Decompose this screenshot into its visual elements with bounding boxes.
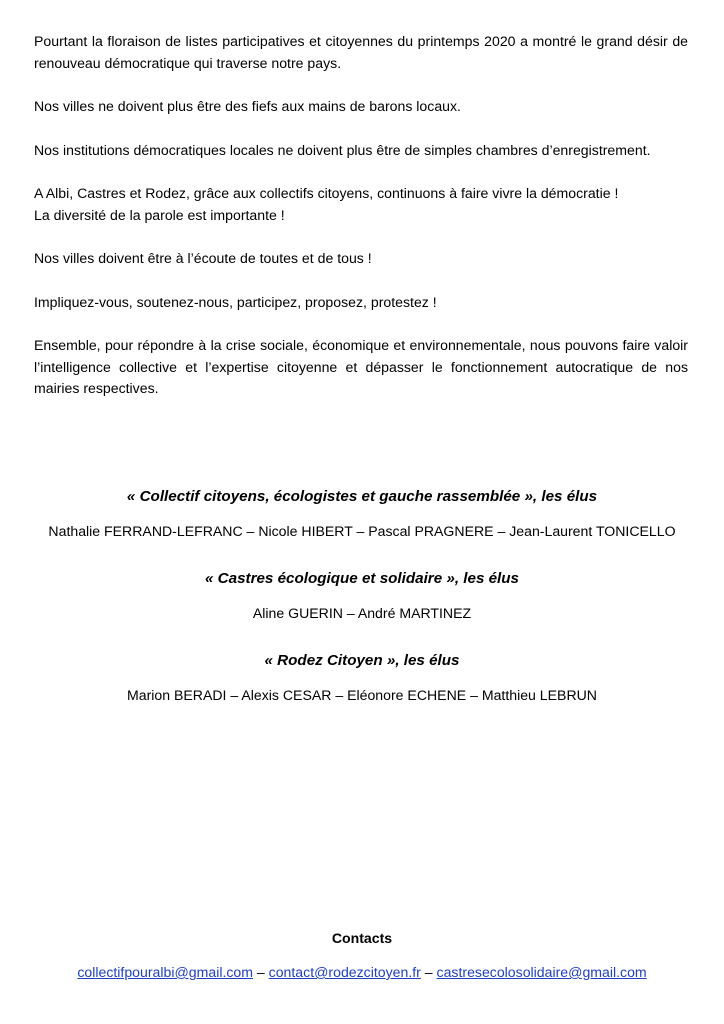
paragraph-impliquez: Impliquez-vous, soutenez-nous, participez, proposez, protestez ! — [34, 293, 437, 310]
paragraph-ecoute: Nos villes doivent être à l’écoute de toutes et de tous ! — [34, 250, 372, 266]
group-collectif-albi — [0, 486, 724, 541]
group-name: « Castres écologique et solidaire » — [204, 570, 455, 587]
paragraph-institutions: Nos institutions démocratiques locales ne doivent plus être de simples chambres d’enregistrement. — [34, 141, 651, 158]
separator: – — [420, 964, 437, 980]
body-text — [34, 31, 688, 400]
paragraph-democratie — [34, 183, 688, 226]
group-title — [0, 486, 724, 508]
contacts-title: Contacts — [331, 930, 393, 946]
group-title — [0, 650, 724, 672]
group-members: Marion BERADI – Alexis CESAR – Eléonore ECHENE – Matthieu LEBRUN — [127, 687, 597, 703]
separator: – — [253, 964, 269, 980]
paragraph-ensemble: Ensemble, pour répondre à la crise sociale, économique et environnementale, nous pouvons faire valoir l’intelligence collective et l’expertise citoyenne et dépasser le fonctionnement autocratique de nos mairies respectives. — [34, 337, 688, 396]
group-title — [0, 568, 724, 590]
email-link-rodez[interactable]: contact@rodezcitoyen.fr — [268, 964, 421, 980]
paragraph-fiefs: Nos villes ne doivent plus être des fiefs aux mains de barons locaux. — [34, 98, 461, 114]
email-link-castres[interactable]: castresecolosolidaire@gmail.com — [436, 964, 647, 980]
signatures — [0, 486, 724, 732]
group-suffix: , les élus — [532, 488, 598, 505]
group-members: Aline GUERIN – André MARTINEZ — [252, 605, 472, 621]
contacts-line — [0, 962, 724, 982]
group-name: « Collectif citoyens, écologistes et gauche rassemblée » — [126, 488, 533, 505]
contacts-section — [0, 928, 724, 982]
email-link-albi[interactable]: collectifpouralbi@gmail.com — [77, 964, 253, 980]
paragraph-renouveau: Pourtant la floraison de listes participatives et citoyennes du printemps 2020 a montré le grand désir de renouveau démocratique qui traverse notre pays. — [34, 33, 688, 71]
group-castres — [0, 568, 724, 623]
group-members: Nathalie FERRAND-LEFRANC – Nicole HIBERT – Pascal PRAGNERE – Jean-Laurent TONICELLO — [48, 523, 676, 539]
group-suffix: , les élus — [454, 570, 520, 587]
line-albi-castres-rodez: A Albi, Castres et Rodez, grâce aux collectifs citoyens, continuons à faire vivre la démocratie ! — [34, 185, 619, 201]
line-diversite: La diversité de la parole est importante ! — [34, 206, 285, 223]
group-suffix: , les élus — [395, 652, 460, 669]
group-name: « Rodez Citoyen » — [264, 652, 396, 669]
group-rodez — [0, 650, 724, 705]
